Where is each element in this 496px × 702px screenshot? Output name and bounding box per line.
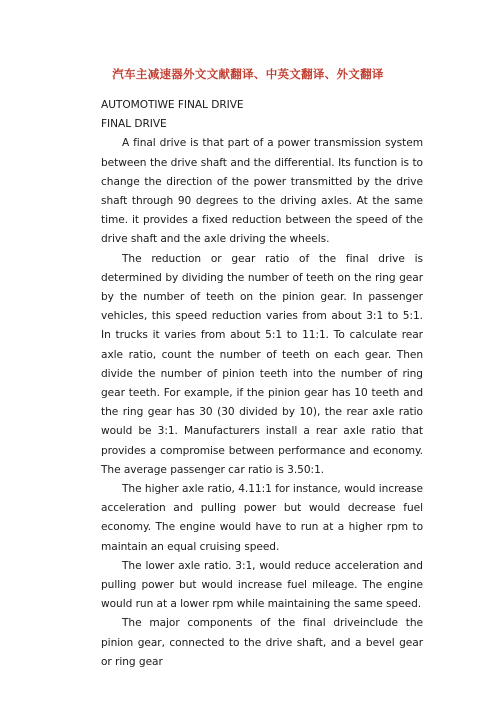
body-paragraph: The higher axle ratio, 4.11:1 for instance, would increase acceleration and pulling power but would decrease fuel economy. The engine would have to run at a higher rpm to maintain an equal cruising speed.: [101, 483, 423, 553]
body-paragraph: The reduction or gear ratio of the final drive is determined by dividing the number of teeth on the ring gear by the number of teeth on the pinion gear. In passenger vehicles, this speed reduction varies from about 3:1 to 5:1. In trucks it varies from about 5:1 to 11:1. To calculate rear axle ratio, count the number of teeth on each gear. Then divide the number of pinion teeth into the number of ring gear teeth. For example, if the pinion gear has 10 teeth and the ring gear has 30 (30 divided by 10), the rear axle ratio would be 3:1. Manufacturers install a rear axle ratio that provides a compromise between performance and economy. The average passenger car ratio is 3.50:1.: [101, 252, 423, 476]
body-paragraph: A final drive is that part of a power transmission system between the drive shaft and the differential. Its function is to change the direction of the power transmitted by the drive shaft through 90 degrees to the driving axles. At the same time. it provides a fixed reduction between the speed of the drive shaft and the axle driving the wheels.: [101, 137, 423, 246]
document-body: [101, 96, 423, 672]
section-subheading: FINAL DRIVE: [101, 118, 167, 131]
section-heading: AUTOMOTIWE FINAL DRIVE: [101, 99, 244, 111]
body-paragraph: The major components of the final driveinclude the pinion gear, connected to the drive shaft, and a bevel gear or ring gear: [101, 617, 423, 668]
body-paragraph: The lower axle ratio. 3:1, would reduce acceleration and pulling power but would increase fuel mileage. The engine would run at a lower rpm while maintaining the same speed.: [101, 559, 423, 611]
document-title: 汽车主减速器外文文献翻译、中英文翻译、外文翻译: [112, 67, 384, 81]
